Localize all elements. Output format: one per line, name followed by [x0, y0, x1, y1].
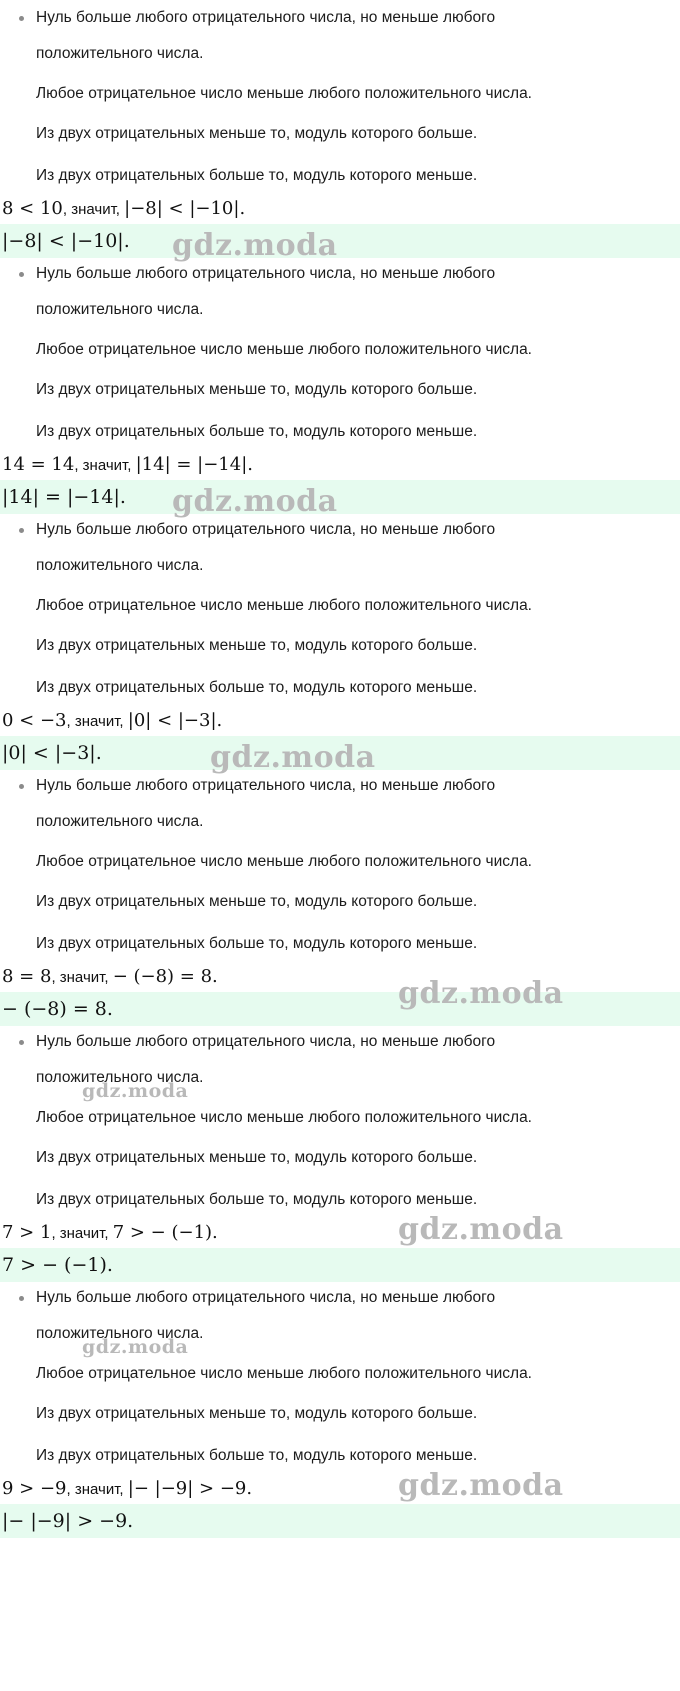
rule-zero: Нуль больше любого отрицательного числа, но меньше любого положительного числа.	[36, 256, 636, 292]
watermark: gdz.moda	[398, 976, 564, 1011]
condition-line	[2, 194, 245, 222]
answer-expression: |−8| < |−10|.	[2, 230, 130, 252]
rule-zero: Нуль больше любого отрицательного числа, но меньше любого положительного числа.	[36, 768, 636, 804]
rule-zero: Нуль больше любого отрицательного числа, но меньше любого положительного числа.	[36, 1024, 636, 1060]
connector-text: , значит,	[62, 201, 125, 218]
rule-two-negatives-less: Из двух отрицательных меньше то, модуль которого больше.	[36, 893, 478, 910]
bullet-icon	[19, 1040, 24, 1045]
condition-b: 7 > − (−1).	[112, 1222, 218, 1243]
condition-a: 8 = 8	[2, 966, 52, 987]
rule-negative-vs-positive: Любое отрицательное число меньше любого положительного числа.	[36, 341, 532, 358]
rule-zero-continuation: положительного числа.	[36, 813, 204, 830]
bullet-icon	[19, 784, 24, 789]
condition-a: 7 > 1	[2, 1222, 52, 1243]
answer-box	[0, 480, 680, 514]
connector-text: , значит,	[74, 457, 136, 474]
condition-b: |14| = |−14|.	[135, 454, 253, 475]
watermark: gdz.moda	[172, 484, 338, 519]
connector-text: , значит,	[51, 1225, 113, 1242]
condition-b: − (−8) = 8.	[112, 966, 218, 987]
rule-two-negatives-greater: Из двух отрицательных больше то, модуль которого меньше.	[36, 423, 478, 440]
condition-line	[2, 706, 222, 734]
answer-expression: |14| = |−14|.	[2, 486, 126, 508]
answer-box	[0, 1504, 680, 1538]
watermark: gdz.moda	[172, 228, 338, 263]
rule-zero: Нуль больше любого отрицательного числа, но меньше любого положительного числа.	[36, 0, 636, 36]
condition-a: 0 < −3	[2, 710, 67, 731]
rule-zero-continuation: положительного числа.	[36, 301, 204, 318]
condition-b: |−8| < |−10|.	[124, 198, 246, 219]
rule-two-negatives-greater: Из двух отрицательных больше то, модуль которого меньше.	[36, 1447, 478, 1464]
rule-two-negatives-greater: Из двух отрицательных больше то, модуль которого меньше.	[36, 167, 478, 184]
rule-two-negatives-less: Из двух отрицательных меньше то, модуль которого больше.	[36, 637, 478, 654]
condition-a: 14 = 14	[2, 454, 75, 475]
bullet-icon	[19, 1296, 24, 1301]
watermark: gdz.moda	[398, 1212, 564, 1247]
rule-negative-vs-positive: Любое отрицательное число меньше любого положительного числа.	[36, 597, 532, 614]
answer-box	[0, 992, 680, 1026]
watermark: gdz.moda	[82, 1336, 189, 1358]
answer-expression: 7 > − (−1).	[2, 1254, 113, 1276]
rule-zero: Нуль больше любого отрицательного числа, но меньше любого положительного числа.	[36, 512, 636, 548]
condition-line	[2, 1218, 218, 1246]
rule-negative-vs-positive: Любое отрицательное число меньше любого положительного числа.	[36, 1365, 532, 1382]
condition-a: 9 > −9	[2, 1478, 67, 1499]
rule-two-negatives-greater: Из двух отрицательных больше то, модуль которого меньше.	[36, 679, 478, 696]
rule-zero-continuation: положительного числа.	[36, 45, 204, 62]
rule-zero-continuation: положительного числа.	[36, 1069, 204, 1086]
connector-text: , значит,	[66, 713, 128, 730]
rule-two-negatives-less: Из двух отрицательных меньше то, модуль которого больше.	[36, 1149, 478, 1166]
condition-line	[2, 962, 218, 990]
connector-text: , значит,	[51, 969, 113, 986]
answer-expression: − (−8) = 8.	[2, 998, 113, 1020]
answer-box	[0, 224, 680, 258]
rule-negative-vs-positive: Любое отрицательное число меньше любого положительного числа.	[36, 1109, 532, 1126]
bullet-icon	[19, 16, 24, 21]
answer-expression: |0| < |−3|.	[2, 742, 102, 764]
bullet-icon	[19, 528, 24, 533]
condition-b: |0| < |−3|.	[127, 710, 223, 731]
rule-two-negatives-greater: Из двух отрицательных больше то, модуль которого меньше.	[36, 1191, 478, 1208]
rule-zero-continuation: положительного числа.	[36, 557, 204, 574]
watermark: gdz.moda	[210, 740, 376, 775]
condition-line	[2, 450, 253, 478]
rule-negative-vs-positive: Любое отрицательное число меньше любого положительного числа.	[36, 85, 532, 102]
answer-box	[0, 1248, 680, 1282]
rule-zero: Нуль больше любого отрицательного числа, но меньше любого положительного числа.	[36, 1280, 636, 1316]
rule-zero-continuation: положительного числа.	[36, 1325, 204, 1342]
watermark: gdz.moda	[82, 1080, 189, 1102]
answer-expression: |− |−9| > −9.	[2, 1510, 134, 1532]
bullet-icon	[19, 272, 24, 277]
connector-text: , значит,	[66, 1481, 128, 1498]
watermark: gdz.moda	[398, 1468, 564, 1503]
condition-a: 8 < 10	[2, 198, 63, 219]
rule-two-negatives-less: Из двух отрицательных меньше то, модуль которого больше.	[36, 381, 478, 398]
rule-two-negatives-less: Из двух отрицательных меньше то, модуль которого больше.	[36, 1405, 478, 1422]
condition-b: |− |−9| > −9.	[127, 1478, 253, 1499]
rule-negative-vs-positive: Любое отрицательное число меньше любого положительного числа.	[36, 853, 532, 870]
rule-two-negatives-greater: Из двух отрицательных больше то, модуль которого меньше.	[36, 935, 478, 952]
rule-two-negatives-less: Из двух отрицательных меньше то, модуль которого больше.	[36, 125, 478, 142]
condition-line	[2, 1474, 252, 1502]
